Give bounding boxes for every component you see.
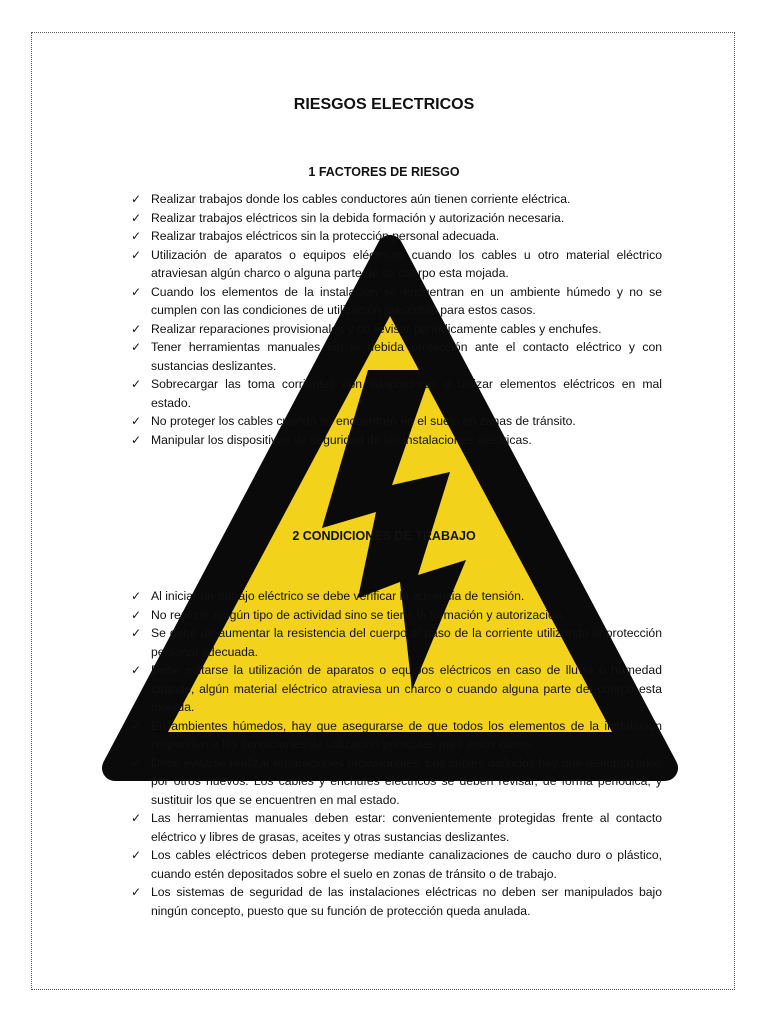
list-item: ✓ Sobrecargar las toma corrientes con adaptadores o utilizar elementos eléctricos en mal estado. <box>128 375 662 412</box>
list-item: ✓ Realizar trabajos eléctricos sin la protección personal adecuada. <box>128 227 662 246</box>
list-item: ✓ No proteger los cables cuando se encuentren en el suelo en zonas de tránsito. <box>128 412 662 431</box>
list-item: ✓ Al iniciar un trabajo eléctrico se debe verificar la ausencia de tensión. <box>128 587 662 606</box>
document-title: RIESGOS ELECTRICOS <box>293 96 475 113</box>
list-item: ✓ Manipular los dispositivos de seguridad de las instalaciones eléctricas. <box>128 431 662 450</box>
list-item: ✓ Realizar trabajos eléctricos sin la debida formación y autorización necesaria. <box>128 209 662 228</box>
list-item: ✓ En ambientes húmedos, hay que asegurarse de que todos los elementos de la instalación responden a las condiciones de utilización prescritas para estos casos. <box>128 717 662 754</box>
list-item: ✓ Tener herramientas manuales sin la debida protección ante el contacto eléctrico y con sustancias deslizantes. <box>128 338 662 375</box>
list-item: ✓ No realizar ningún tipo de actividad sino se tiene la formación y autorización. <box>128 606 662 625</box>
list-item: ✓ Se debe de aumentar la resistencia del cuerpo al paso de la corriente utilizando la protección personal adecuada. <box>128 624 662 661</box>
section-heading-condiciones: 2 CONDICIONES DE TRABAJO <box>292 529 476 543</box>
list-item: ✓ Realizar trabajos donde los cables conductores aún tienen corriente eléctrica. <box>128 190 662 209</box>
condiciones-list <box>128 587 662 920</box>
list-item: ✓ Cuando los elementos de la instalación se encuentran en un ambiente húmedo y no se cumplen con las condiciones de utilización prescritas para estos casos. <box>128 283 662 320</box>
list-item: ✓ Debe evitarse realizar reparaciones provisionales. Los cables dañados hay que reemplazarlos por otros nuevos. Los cables y enchufes eléctricos se deben revisar, de forma periódica, y sustituir los que se encuentren en mal estado. <box>128 754 662 810</box>
list-item: ✓ Realizar reparaciones provisionales y no revisar periódicamente cables y enchufes. <box>128 320 662 339</box>
list-item: ✓ Utilización de aparatos o equipos eléctricos cuando los cables u otro material eléctrico atraviesan algún charco o alguna parte de su cuerpo esta mojada. <box>128 246 662 283</box>
list-item: ✓ Los cables eléctricos deben protegerse mediante canalizaciones de caucho duro o plástico, cuando estén depositados sobre el suelo en zonas de tránsito o de trabajo. <box>128 846 662 883</box>
list-item: ✓ Las herramientas manuales deben estar: convenientemente protegidas frente al contacto eléctrico y libres de grasas, aceites y otras sustancias deslizantes. <box>128 809 662 846</box>
factores-list <box>128 190 662 449</box>
section-heading-factores: 1 FACTORES DE RIESGO <box>308 165 460 179</box>
list-item: ✓ Debe evitarse la utilización de aparatos o equipos eléctricos en caso de lluvia o humedad cuando, algún material eléctrico atraviesa un charco o cuando alguna parte del cuerpo esta mojada. <box>128 661 662 717</box>
list-item: ✓ Los sistemas de seguridad de las instalaciones eléctricas no deben ser manipulados bajo ningún concepto, puesto que su función de protección queda anulada. <box>128 883 662 920</box>
